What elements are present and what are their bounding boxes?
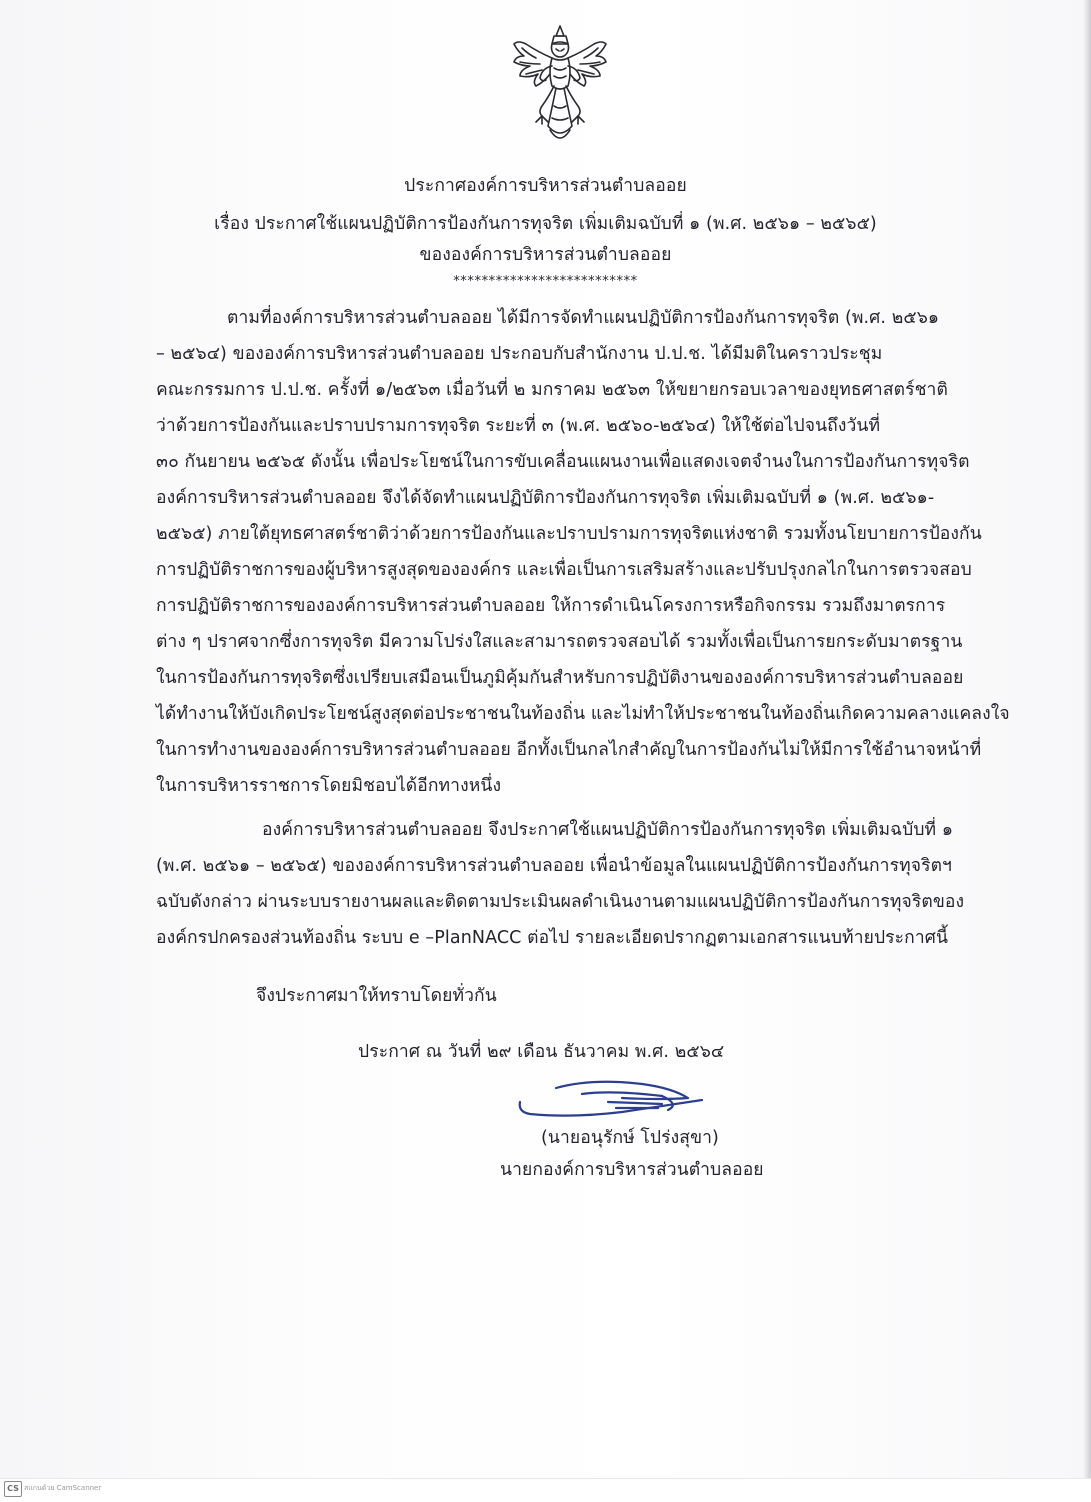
header-divider: ************************** <box>453 274 638 289</box>
closing-statement: จึงประกาศมาให้ทราบโดยทั่วกัน <box>256 986 497 1006</box>
paragraph1-line: ว่าด้วยการป้องกันและปราบปรามการทุจริต ระยะที่ ๓ (พ.ศ. ๒๕๖๐-๒๕๖๔) ให้ใช้ต่อไปจนถึงวันที่ <box>156 416 881 436</box>
paragraph1-line: องค์การบริหารส่วนตำบลออย จึงได้จัดทำแผนปฏิบัติการป้องกันการทุจริต เพิ่มเติมฉบับที่ ๑ (พ.ศ. ๒๕๖๑- <box>156 488 935 508</box>
paragraph1-line: ในการป้องกันการทุจริตซึ่งเปรียบเสมือนเป็นภูมิคุ้มกันสำหรับการปฏิบัติงานขององค์การบริหารส่วนตำบลออย <box>156 668 964 688</box>
paragraph2-line: (พ.ศ. ๒๕๖๑ – ๒๕๖๕) ขององค์การบริหารส่วนตำบลออย เพื่อนำข้อมูลในแผนปฏิบัติการป้องกันการทุจริตฯ <box>156 856 952 876</box>
announcement-organization: ขององค์การบริหารส่วนตำบลออย <box>419 245 672 265</box>
paragraph2-line: ฉบับดังกล่าว ผ่านระบบรายงานผลและติดตามประเมินผลดำเนินงานตามแผนปฏิบัติการป้องกันการทุจริตของ <box>156 892 965 912</box>
camscanner-watermark: สแกนด้วย CamScanner <box>24 1484 102 1492</box>
paragraph1-line: ต่าง ๆ ปราศจากซึ่งการทุจริต มีความโปร่งใสและสามารถตรวจสอบได้ รวมทั้งเพื่อเป็นการยกระดับมาตรฐาน <box>156 632 963 652</box>
paragraph2-line: องค์กรปกครองส่วนท้องถิ่น ระบบ e –PlanNACC ต่อไป รายละเอียดปรากฏตามเอกสารแนบท้ายประกาศนี้ <box>156 928 949 948</box>
paragraph1-line: ๓๐ กันยายน ๒๕๖๕ ดังนั้น เพื่อประโยชน์ในการขับเคลื่อนแผนงานเพื่อแสดงเจตจำนงในการป้องกันการทุจริต <box>156 452 970 472</box>
handwritten-signature <box>512 1076 712 1124</box>
scanner-footer <box>0 1478 1091 1502</box>
paragraph1-line: การปฏิบัติราชการของผู้บริหารสูงสุดขององค์กร และเพื่อเป็นการเสริมสร้างและปรับปรุงกลไกในการตรวจสอบ <box>156 560 972 580</box>
paragraph1-line: ๒๕๖๕) ภายใต้ยุทธศาสตร์ชาติว่าด้วยการป้องกันและปราบปรามการทุจริตแห่งชาติ รวมทั้งนโยบายการป้องกัน <box>156 524 982 544</box>
paragraph1-line: การปฏิบัติราชการขององค์การบริหารส่วนตำบลออย ให้การดำเนินโครงการหรือกิจกรรม รวมถึงมาตรการ <box>156 596 946 616</box>
paragraph1-line: ได้ทำงานให้บังเกิดประโยชน์สูงสุดต่อประชาชนในท้องถิ่น และไม่ทำให้ประชาชนในท้องถิ่นเกิดความคลางแคลงใจ <box>156 704 1010 724</box>
announcement-heading: ประกาศองค์การบริหารส่วนตำบลออย <box>404 176 687 196</box>
paragraph1-line: ตามที่องค์การบริหารส่วนตำบลออย ได้มีการจัดทำแผนปฏิบัติการป้องกันการทุจริต (พ.ศ. ๒๕๖๑ <box>227 308 940 328</box>
paragraph1-line: – ๒๕๖๔) ขององค์การบริหารส่วนตำบลออย ประกอบกับสำนักงาน ป.ป.ช. ได้มีมติในคราวประชุม <box>156 344 883 364</box>
signer-name: (นายอนุรักษ์ โปร่งสุขา) <box>541 1128 719 1148</box>
paragraph1-line: คณะกรรมการ ป.ป.ช. ครั้งที่ ๑/๒๕๖๓ เมื่อวันที่ ๒ มกราคม ๒๕๖๓ ให้ขยายกรอบเวลาของยุทธศาสตร์ชาติ <box>156 380 948 400</box>
signer-title: นายกองค์การบริหารส่วนตำบลออย <box>500 1160 764 1180</box>
paragraph1-line: ในการบริหารราชการโดยมิชอบได้อีกทางหนึ่ง <box>156 776 502 796</box>
camscanner-logo-icon: CS <box>4 1481 22 1497</box>
paragraph2-line: องค์การบริหารส่วนตำบลออย จึงประกาศใช้แผนปฏิบัติการป้องกันการทุจริต เพิ่มเติมฉบับที่ ๑ <box>262 820 954 840</box>
announcement-subject: เรื่อง ประกาศใช้แผนปฏิบัติการป้องกันการทุจริต เพิ่มเติมฉบับที่ ๑ (พ.ศ. ๒๕๖๑ – ๒๕๖๕) <box>214 214 877 234</box>
paragraph1-line: ในการทำงานขององค์การบริหารส่วนตำบลออย อีกทั้งเป็นกลไกสำคัญในการป้องกันไม่ให้มีการใช้อำนาจหน้าที่ <box>156 740 982 760</box>
garuda-emblem-icon <box>508 22 612 150</box>
announcement-date: ประกาศ ณ วันที่ ๒๙ เดือน ธันวาคม พ.ศ. ๒๕๖๔ <box>358 1042 725 1062</box>
